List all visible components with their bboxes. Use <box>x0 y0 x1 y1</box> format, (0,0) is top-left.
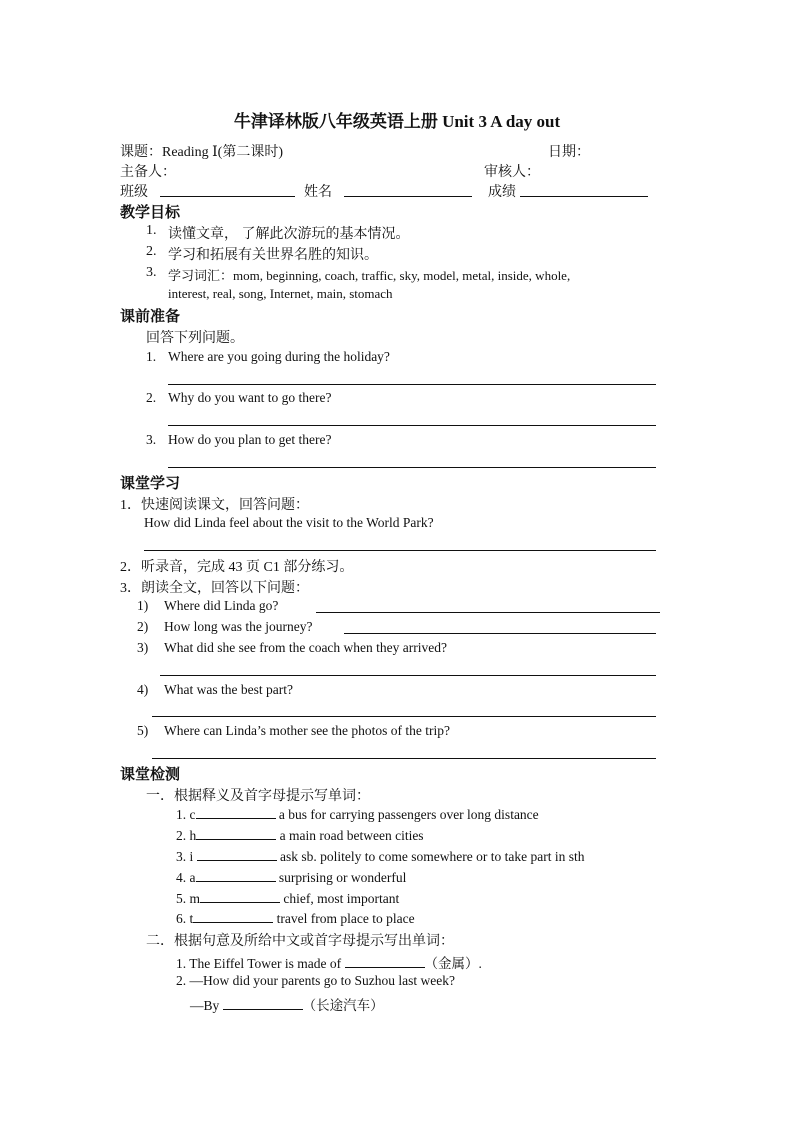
objective-text-cont: interest, real, song, Internet, main, stomach <box>168 286 393 301</box>
part1-item <box>176 890 399 907</box>
check-heading: 课堂检测 <box>120 767 181 783</box>
preview-q-num: 3. <box>146 432 157 447</box>
preview-question: How do you plan to get there? <box>168 432 332 447</box>
preview-question: Why do you want to go there? <box>168 390 332 405</box>
item-definition: chief, most important <box>283 891 400 906</box>
preview-q-num: 2. <box>146 390 157 405</box>
answer-line[interactable] <box>344 633 656 634</box>
item-prefix: 3. i <box>176 849 194 864</box>
part1-title: 一．根据释义及首字母提示写单词： <box>146 789 370 804</box>
part2-q1 <box>176 952 482 972</box>
date-label: 日期： <box>548 145 590 160</box>
answer-line[interactable] <box>160 675 656 676</box>
answer-line[interactable] <box>168 467 656 468</box>
preview-intro: 回答下列问题。 <box>146 331 244 346</box>
answer-line[interactable] <box>152 758 656 759</box>
q1-text: 1. The Eiffel Tower is made of <box>176 956 342 971</box>
task3-q-num: 2) <box>137 619 149 634</box>
topic-label: 课题：Reading Ⅰ(第二课时) <box>120 145 284 160</box>
objective-text: 学习和拓展有关世界名胜的知识。 <box>168 248 378 263</box>
item-prefix: 6. t <box>176 911 194 926</box>
task3-question: What was the best part? <box>164 682 293 697</box>
task3-q-num: 3) <box>137 640 149 655</box>
task3-question: How long was the journey? <box>164 619 313 634</box>
preparer-label: 主备人： <box>120 165 176 180</box>
item-definition: a main road between cities <box>279 828 424 843</box>
class-blank[interactable] <box>160 196 295 197</box>
part2-q2-line2 <box>190 994 384 1014</box>
reviewer-label: 审核人： <box>484 165 540 180</box>
preview-heading: 课前准备 <box>120 309 181 325</box>
name-label: 姓名 <box>304 185 332 200</box>
word-blank[interactable] <box>223 997 303 1010</box>
part2-title: 二．根据句意及所给中文或首字母提示写出单词： <box>146 934 454 949</box>
item-definition: a bus for carrying passengers over long distance <box>278 807 539 822</box>
objective-num: 3. <box>146 265 157 280</box>
q1-hint: （金属）. <box>424 956 482 971</box>
task3-q-num: 5) <box>137 723 149 738</box>
q2-text: —By <box>190 998 220 1013</box>
item-prefix: 4. a <box>176 870 196 885</box>
objective-text: 读懂文章， 了解此次游玩的基本情况。 <box>168 227 410 242</box>
item-definition: surprising or wonderful <box>278 870 407 885</box>
score-blank[interactable] <box>520 196 648 197</box>
word-blank[interactable] <box>197 848 277 861</box>
word-blank[interactable] <box>196 806 276 819</box>
score-label: 成绩 <box>488 185 516 200</box>
name-blank[interactable] <box>344 196 472 197</box>
part2-q2-line1: 2. —How did your parents go to Suzhou last week? <box>176 973 455 988</box>
word-blank[interactable] <box>196 869 276 882</box>
preview-q-num: 1. <box>146 349 157 364</box>
part1-item <box>176 806 539 823</box>
class-label: 班级 <box>120 185 148 200</box>
answer-line[interactable] <box>168 384 656 385</box>
task1-question: How did Linda feel about the visit to the World Park? <box>144 515 434 530</box>
word-blank[interactable] <box>196 827 276 840</box>
task3-title: 3．朗读全文，回答以下问题： <box>120 581 309 596</box>
answer-line[interactable] <box>168 425 656 426</box>
task3-question: Where can Linda’s mother see the photos of the trip? <box>164 723 451 738</box>
item-definition: ask sb. politely to come somewhere or to take part in sth <box>280 849 585 864</box>
answer-line[interactable] <box>152 716 656 717</box>
item-prefix: 5. m <box>176 891 201 906</box>
part1-item <box>176 910 415 927</box>
objectives-heading: 教学目标 <box>120 205 181 221</box>
part1-item <box>176 848 584 865</box>
objective-num: 1. <box>146 223 157 238</box>
objective-text: 学习词汇：mom, beginning, coach, traffic, sky, model, metal, inside, whole, <box>168 268 571 283</box>
classwork-heading: 课堂学习 <box>120 476 181 492</box>
objective-num: 2. <box>146 244 157 259</box>
task3-question: Where did Linda go? <box>164 598 279 613</box>
item-prefix: 2. h <box>176 828 197 843</box>
part1-item <box>176 827 424 844</box>
task2-title: 2．听录音，完成 43 页 C1 部分练习。 <box>120 560 354 575</box>
answer-line[interactable] <box>144 550 656 551</box>
word-blank[interactable] <box>193 910 273 923</box>
item-prefix: 1. c <box>176 807 196 822</box>
word-blank[interactable] <box>200 890 280 903</box>
task1-title: 1．快速阅读课文，回答问题： <box>120 498 309 513</box>
preview-question: Where are you going during the holiday? <box>168 349 390 364</box>
word-blank[interactable] <box>345 955 425 968</box>
item-definition: travel from place to place <box>276 911 415 926</box>
task3-q-num: 1) <box>137 598 149 613</box>
task3-q-num: 4) <box>137 682 149 697</box>
task3-question: What did she see from the coach when they arrived? <box>164 640 448 655</box>
answer-line[interactable] <box>316 612 660 613</box>
part1-item <box>176 869 406 886</box>
page-title: 牛津译林版八年级英语上册 Unit 3 A day out <box>233 112 561 131</box>
q2-hint: （长途汽车） <box>302 998 384 1013</box>
